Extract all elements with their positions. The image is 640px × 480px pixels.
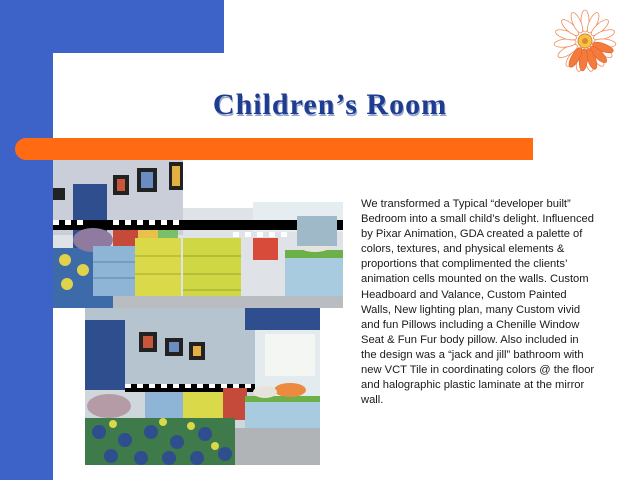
orange-divider-bar <box>15 138 533 160</box>
top-blue-band <box>0 0 224 53</box>
description-paragraph: We transformed a Typical “developer built” Bedroom into a small child’s delight. Influenced by Pixar Animation, GDA created a palette of colors, textures, and physical elements & proportions that complimented the clients’ animation cells mounted on the walls. Custom Headboard and Valance, Custom Painted Walls, New lighting plan, many Custom vivid and fun Pillows including a Chenille Window Seat & Fun Fur body pillow. Also included in the design was a “jack and jill” bathroom with new VCT Tile in coordinating colors @ the floor and halographic plastic laminate at the mirror wall. <box>361 198 595 407</box>
slide-title: Children’s Room <box>212 88 448 121</box>
bedroom-photo-bed <box>85 308 320 465</box>
left-blue-band <box>0 0 53 480</box>
gerbera-flower-icon <box>553 9 617 73</box>
bedroom-photo-dressers <box>53 160 343 308</box>
rounded-white-corner <box>53 53 113 113</box>
